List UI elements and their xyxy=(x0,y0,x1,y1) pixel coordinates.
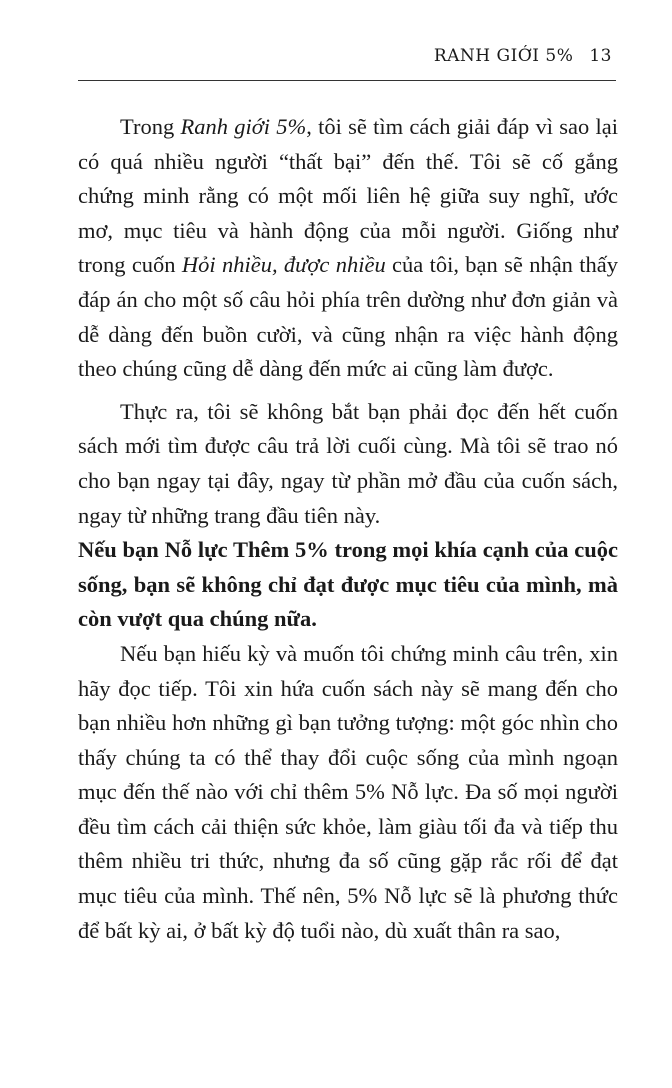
paragraph-1 xyxy=(78,110,618,387)
paragraph-1-part-c: của tôi, bạn sẽ nhận thấy đáp án cho một số câu hỏi phía trên dường như đơn giản và dễ dàng đến buồn cười, và cũng nhận ra việc hành động theo chúng cũng dễ dàng đến mức ai cũng làm được. xyxy=(78,252,618,382)
paragraph-2: Thực ra, tôi sẽ không bắt bạn phải đọc đến hết cuốn sách mới tìm được câu trả lời cuối cùng. Mà tôi sẽ trao nó cho bạn ngay tại đây, ngay từ phần mở đầu của cuốn sách, ngay từ những trang đầu tiên này. xyxy=(78,398,618,528)
header-rule xyxy=(78,80,616,81)
running-header xyxy=(434,46,612,66)
paragraph-3: Nếu bạn hiếu kỳ và muốn tôi chứng minh câu trên, xin hãy đọc tiếp. Tôi xin hứa cuốn sách này sẽ mang đến cho bạn nhiều hơn những gì bạn tưởng tượng: một góc nhìn cho thấy chúng ta có thể thay đổi cuộc sống của mình ngoạn mục đến thế nào với chỉ thêm 5% Nỗ lực. Đa số mọi người đều tìm cách cải thiện sức khỏe, làm giàu tối đa và tiếp thu thêm nhiều tri thức, nhưng đa số cũng gặp rắc rối để đạt mục tiêu của mình. Thế nên, 5% Nỗ lực sẽ là phương thức để bất kỳ ai, ở bất kỳ độ tuổi nào, dù xuất thân ra sao, xyxy=(78,640,618,943)
running-head-title: RANH GIỚI 5% xyxy=(433,46,574,66)
page-number: 13 xyxy=(589,46,612,66)
book-title-ranh-gioi: Ranh giới 5% xyxy=(180,114,307,139)
paragraph-1-part-a: Trong xyxy=(120,114,181,139)
body-text xyxy=(78,110,618,948)
paragraph-1-part-b: , tôi sẽ tìm cách giải đáp vì sao lại có quá nhiều người “thất bại” đến thế. Tôi sẽ cố gắng chứng minh rằng có một mối liên hệ giữa suy nghĩ, ước mơ, mục tiêu và hành động của mỗi người. Giống như trong cuốn xyxy=(78,114,618,278)
book-title-hoi-nhieu: Hỏi nhiều, được nhiều xyxy=(181,252,386,278)
highlight-statement: Nếu bạn Nỗ lực Thêm 5% trong mọi khía cạnh của cuộc sống, bạn sẽ không chỉ đạt được mục tiêu của mình, mà còn vượt qua chúng nữa. xyxy=(78,537,618,632)
